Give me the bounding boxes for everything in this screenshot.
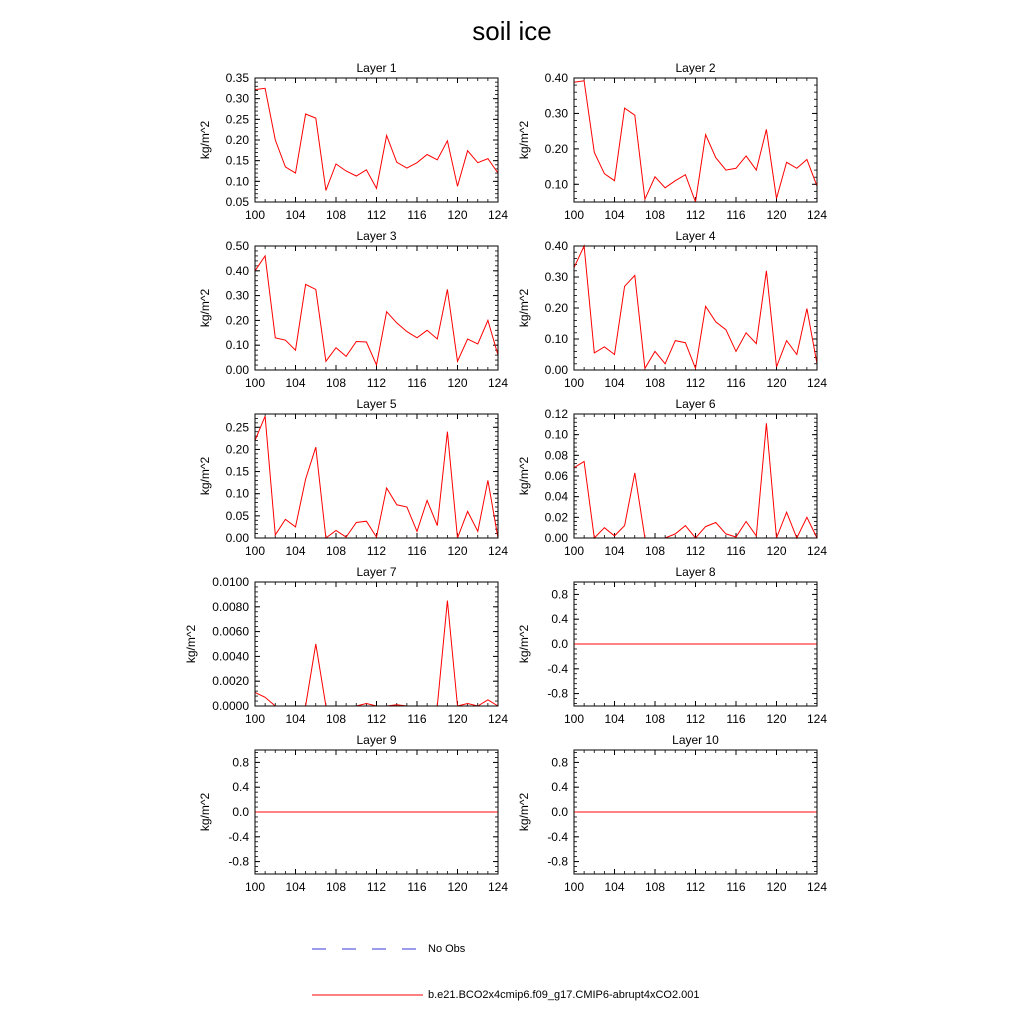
y-tick-label: 0.40 <box>225 263 249 278</box>
x-tick-label: 104 <box>604 712 625 726</box>
y-tick-label: 0.15 <box>225 464 249 479</box>
x-tick-label: 116 <box>726 880 746 894</box>
x-tick-label: 108 <box>325 376 347 390</box>
x-tick-label: 112 <box>685 712 706 726</box>
x-tick-label: 116 <box>726 376 746 390</box>
y-tick-label: 0.0 <box>551 637 568 651</box>
panel-title: Layer 3 <box>356 229 397 243</box>
x-tick-label: 124 <box>487 712 509 726</box>
x-tick-label: 104 <box>285 880 306 894</box>
x-tick-label: 112 <box>366 544 387 558</box>
chart-panel-9 <box>198 733 508 894</box>
chart-panel-1 <box>198 61 508 222</box>
x-tick-label: 116 <box>407 544 427 558</box>
x-tick-label: 100 <box>244 544 266 558</box>
series-line <box>574 423 817 538</box>
y-tick-label: 0.00 <box>544 531 568 545</box>
x-tick-label: 108 <box>644 376 666 390</box>
y-tick-label: 0.0060 <box>212 624 249 639</box>
x-tick-label: 124 <box>806 880 828 894</box>
y-tick-label: 0.50 <box>225 239 249 253</box>
y-axis-label: kg/m^2 <box>517 624 531 664</box>
x-tick-label: 108 <box>325 544 347 558</box>
x-tick-label: 124 <box>487 376 509 390</box>
y-tick-label: 0.0040 <box>212 649 249 664</box>
x-tick-label: 124 <box>487 880 509 894</box>
chart-panel-3 <box>198 229 508 390</box>
y-tick-label: 0.05 <box>225 508 249 523</box>
y-axis-label: kg/m^2 <box>517 120 531 160</box>
panel-title: Layer 7 <box>356 565 397 579</box>
x-tick-label: 104 <box>285 712 306 726</box>
y-tick-label: 0.35 <box>225 71 249 85</box>
y-tick-label: 0.25 <box>225 112 249 127</box>
y-axis-label: kg/m^2 <box>184 624 198 664</box>
series-line <box>574 246 817 368</box>
x-tick-label: 104 <box>285 376 306 390</box>
x-tick-label: 120 <box>766 208 787 222</box>
plot-frame <box>255 414 498 538</box>
y-tick-label: 0.10 <box>225 174 249 189</box>
x-tick-label: 100 <box>563 712 585 726</box>
x-tick-label: 116 <box>726 544 746 558</box>
y-tick-label: 0.02 <box>544 510 568 525</box>
x-tick-label: 104 <box>285 208 306 222</box>
y-tick-label: 0.4 <box>551 780 568 795</box>
y-tick-label: 0.30 <box>544 106 568 121</box>
x-tick-label: 120 <box>766 376 787 390</box>
x-tick-label: 124 <box>806 376 828 390</box>
y-tick-label: 0.20 <box>544 141 568 156</box>
x-tick-label: 104 <box>604 208 625 222</box>
y-tick-label: 0.0020 <box>212 674 249 689</box>
x-tick-label: 100 <box>563 544 585 558</box>
plot-frame <box>574 414 817 538</box>
x-tick-label: 120 <box>447 208 468 222</box>
legend-model-label: b.e21.BCO2x4cmip6.f09_g17.CMIP6-abrupt4xCO2.001 <box>428 989 700 1001</box>
y-tick-label: 0.20 <box>225 133 249 147</box>
x-tick-label: 112 <box>685 544 706 558</box>
series-line <box>255 601 498 706</box>
x-tick-label: 120 <box>766 880 787 894</box>
plot-frame <box>255 78 498 202</box>
y-tick-label: 0.00 <box>544 363 568 377</box>
x-tick-label: 124 <box>487 208 509 222</box>
x-tick-label: 116 <box>407 208 427 222</box>
y-tick-label: -0.4 <box>547 829 568 844</box>
chart-panel-8 <box>517 565 827 726</box>
x-tick-label: 100 <box>244 880 266 894</box>
y-tick-label: 0.10 <box>544 177 568 192</box>
page-title: soil ice <box>472 16 552 46</box>
y-tick-label: 0.0000 <box>212 699 249 713</box>
y-tick-label: 0.0 <box>551 805 568 819</box>
panel-title: Layer 5 <box>356 397 397 411</box>
x-tick-label: 120 <box>447 880 468 894</box>
x-tick-label: 116 <box>407 712 427 726</box>
y-tick-label: 0.4 <box>232 780 249 795</box>
x-tick-label: 108 <box>644 208 666 222</box>
x-tick-label: 100 <box>244 208 266 222</box>
x-tick-label: 116 <box>726 208 746 222</box>
x-tick-label: 124 <box>487 544 509 558</box>
x-tick-label: 124 <box>806 544 828 558</box>
y-tick-label: 0.0080 <box>212 599 249 614</box>
x-tick-label: 112 <box>366 208 387 222</box>
chart-panel-5 <box>198 397 508 558</box>
panel-title: Layer 6 <box>675 397 716 411</box>
series-line <box>255 88 498 190</box>
y-tick-label: 0.8 <box>551 587 568 602</box>
y-tick-label: -0.4 <box>228 829 249 844</box>
y-tick-label: 0.05 <box>225 195 249 209</box>
y-axis-label: kg/m^2 <box>517 792 531 832</box>
x-tick-label: 100 <box>563 208 585 222</box>
x-tick-label: 104 <box>604 376 625 390</box>
y-tick-label: 0.04 <box>544 489 568 504</box>
chart-panel-6 <box>517 397 827 558</box>
x-tick-label: 112 <box>366 376 387 390</box>
legend-obs-line <box>310 943 425 955</box>
y-tick-label: 0.10 <box>544 427 568 442</box>
y-tick-label: 0.06 <box>544 469 568 483</box>
series-line <box>255 416 498 538</box>
legend-model-line <box>310 989 425 1001</box>
x-tick-label: 116 <box>726 712 746 726</box>
chart-panel-10 <box>517 733 827 894</box>
panel-title: Layer 1 <box>356 61 397 75</box>
y-tick-label: 0.15 <box>225 153 249 168</box>
x-tick-label: 112 <box>685 376 706 390</box>
x-tick-label: 112 <box>685 208 706 222</box>
x-tick-label: 100 <box>563 376 585 390</box>
y-tick-label: 0.40 <box>544 71 568 85</box>
x-tick-label: 116 <box>407 880 427 894</box>
x-tick-label: 116 <box>407 376 427 390</box>
x-tick-label: 124 <box>806 712 828 726</box>
y-tick-label: 0.12 <box>544 407 568 421</box>
y-tick-label: 0.20 <box>225 313 249 328</box>
y-tick-label: 0.20 <box>544 301 568 315</box>
panel-title: Layer 9 <box>356 733 397 747</box>
y-tick-label: 0.00 <box>225 363 249 377</box>
plot-frame <box>255 582 498 706</box>
panel-title: Layer 2 <box>675 61 716 75</box>
x-tick-label: 112 <box>366 712 387 726</box>
x-tick-label: 108 <box>325 208 347 222</box>
y-axis-label: kg/m^2 <box>517 456 531 496</box>
y-tick-label: -0.4 <box>547 661 568 676</box>
panel-title: Layer 10 <box>672 733 719 747</box>
y-tick-label: 0.30 <box>225 91 249 106</box>
x-tick-label: 120 <box>447 712 468 726</box>
y-axis-label: kg/m^2 <box>198 120 212 160</box>
x-tick-label: 108 <box>644 544 666 558</box>
chart-panel-7 <box>184 565 508 726</box>
x-tick-label: 120 <box>766 712 787 726</box>
y-tick-label: 0.30 <box>225 288 249 303</box>
y-tick-label: 0.00 <box>225 531 249 545</box>
chart-panel-2 <box>517 61 827 222</box>
y-tick-label: 0.08 <box>544 448 568 463</box>
y-tick-label: 0.10 <box>225 486 249 501</box>
y-tick-label: 0.40 <box>544 239 568 253</box>
x-tick-label: 120 <box>447 376 468 390</box>
x-tick-label: 120 <box>447 544 468 558</box>
chart-panel-4 <box>517 229 827 390</box>
x-tick-label: 124 <box>806 208 828 222</box>
x-tick-label: 100 <box>244 376 266 390</box>
series-line <box>574 81 817 202</box>
y-tick-label: -0.8 <box>547 686 568 701</box>
y-tick-label: 0.4 <box>551 612 568 627</box>
y-tick-label: 0.0100 <box>212 575 249 589</box>
x-tick-label: 108 <box>325 712 347 726</box>
y-tick-label: 0.8 <box>232 755 249 770</box>
x-tick-label: 108 <box>644 880 666 894</box>
legend-obs-label: No Obs <box>428 943 466 955</box>
y-tick-label: 0.25 <box>225 420 249 435</box>
y-tick-label: 0.10 <box>225 338 249 353</box>
x-tick-label: 104 <box>285 544 306 558</box>
y-tick-label: -0.8 <box>547 854 568 869</box>
panel-title: Layer 8 <box>675 565 716 579</box>
x-tick-label: 100 <box>563 880 585 894</box>
x-tick-label: 108 <box>325 880 347 894</box>
y-tick-label: 0.20 <box>225 442 249 457</box>
x-tick-label: 108 <box>644 712 666 726</box>
y-axis-label: kg/m^2 <box>198 288 212 328</box>
x-tick-label: 120 <box>766 544 787 558</box>
y-tick-label: 0.10 <box>544 332 568 346</box>
y-tick-label: 0.30 <box>544 270 568 284</box>
x-tick-label: 104 <box>604 544 625 558</box>
series-line <box>255 256 498 365</box>
x-tick-label: 112 <box>685 880 706 894</box>
y-tick-label: -0.8 <box>228 854 249 869</box>
y-axis-label: kg/m^2 <box>198 456 212 496</box>
y-axis-label: kg/m^2 <box>517 288 531 328</box>
panel-title: Layer 4 <box>675 229 716 243</box>
x-tick-label: 100 <box>244 712 266 726</box>
y-axis-label: kg/m^2 <box>198 792 212 832</box>
y-tick-label: 0.8 <box>551 755 568 770</box>
x-tick-label: 104 <box>604 880 625 894</box>
x-tick-label: 112 <box>366 880 387 894</box>
y-tick-label: 0.0 <box>232 805 249 819</box>
